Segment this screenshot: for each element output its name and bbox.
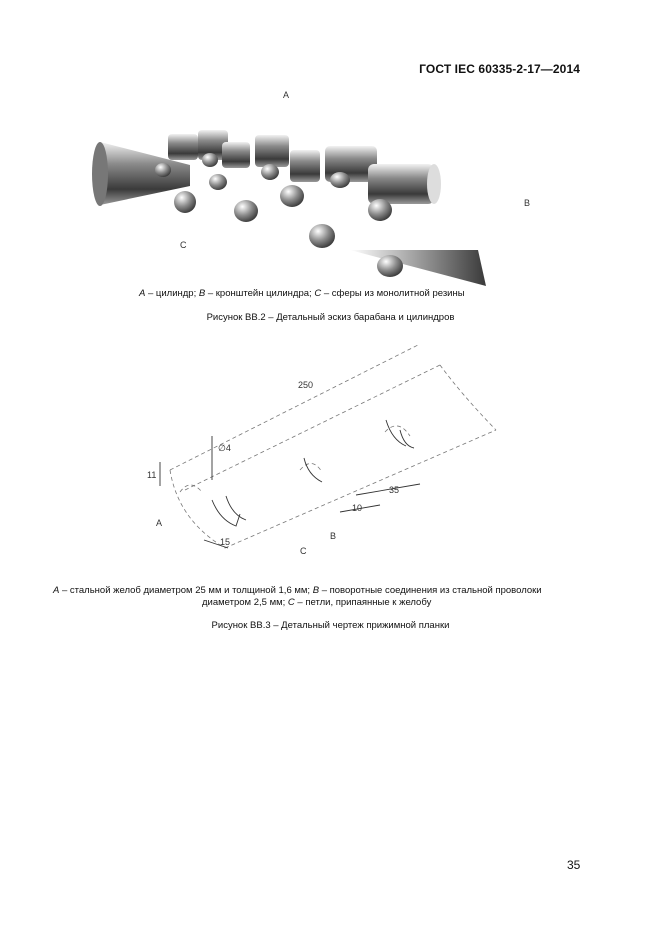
loop — [180, 485, 202, 492]
legend-text-c: – петли, припаянные к желобу — [294, 597, 432, 608]
cylinder — [168, 134, 198, 160]
swivel-joint — [400, 430, 414, 448]
figure-bb2-caption: Рисунок ВВ.2 – Детальный эскиз барабана и цилиндров — [206, 312, 455, 323]
legend-key-c: C — [287, 597, 295, 608]
legend-key-a: A — [139, 288, 146, 299]
drum-end — [92, 142, 108, 206]
legend-key-b: B — [198, 288, 206, 299]
dimension-15: 15 — [220, 537, 231, 547]
cylinder — [368, 164, 434, 204]
figure-bb3-legend-line2 — [202, 597, 431, 608]
sphere — [330, 172, 350, 188]
figure-bb2-legend — [139, 288, 465, 299]
dim-line-35 — [356, 484, 420, 495]
legend-text-b: – поворотные соединения из стальной проволоки — [319, 585, 542, 596]
page-number: 35 — [567, 858, 581, 872]
figure-bb3-legend-line1 — [53, 585, 542, 596]
legend-text-a: – стальной желоб диаметром 25 мм и толщиной 1,6 мм; — [59, 585, 313, 596]
legend-key-c: C — [314, 288, 322, 299]
figure-bb3-label-b: B — [330, 531, 337, 541]
cylinder — [290, 150, 320, 182]
figure-bb3-solid — [160, 420, 420, 548]
dimension-11: 11 — [147, 470, 157, 480]
figure-bb3-label-a: A — [156, 518, 163, 528]
sphere — [309, 224, 335, 248]
sphere — [234, 200, 258, 222]
sphere — [368, 199, 392, 221]
swivel-joint — [386, 420, 406, 446]
dimension-250: 250 — [298, 380, 314, 390]
sphere — [209, 174, 227, 190]
dimension-10: 10 — [352, 503, 363, 513]
legend-key-b: B — [312, 585, 320, 596]
figure-bb2-label-b: B — [524, 198, 531, 208]
sphere — [174, 191, 196, 213]
cylinder — [222, 142, 250, 168]
swivel-joint — [304, 458, 322, 482]
cylinder-end — [427, 164, 441, 204]
sphere — [202, 153, 218, 167]
channel-top-edge — [170, 345, 418, 470]
channel-right-end — [440, 365, 496, 430]
legend-text-line2: диаметром 2,5 мм; — [202, 597, 288, 608]
swivel-joint — [226, 496, 246, 520]
figure-bb3-label-c: C — [300, 546, 307, 556]
cylinder-bracket — [350, 250, 486, 286]
legend-text-b: – кронштейн цилиндра; — [205, 288, 315, 299]
figure-bb3-caption: Рисунок ВВ.3 – Детальный чертеж прижимной планки — [211, 620, 450, 631]
dimension-4: ∅4 — [218, 443, 231, 453]
cylinder-row — [168, 130, 441, 204]
figure-bb2-label-c: C — [180, 240, 187, 250]
cylinder — [255, 135, 289, 167]
legend-text-a: – цилиндр; — [145, 288, 199, 299]
sphere — [377, 255, 403, 277]
channel-bottom-edge — [225, 430, 496, 548]
sphere — [280, 185, 304, 207]
sphere — [261, 164, 279, 180]
legend-text-c: – сферы из монолитной резины — [321, 288, 465, 299]
figure-bb2-label-a: A — [283, 90, 290, 100]
sphere — [155, 163, 171, 177]
document-header: ГОСТ IEC 60335-2-17—2014 — [419, 62, 580, 76]
loop — [300, 463, 322, 472]
dimension-35: 35 — [389, 485, 400, 495]
legend-key-a: A — [53, 585, 60, 596]
